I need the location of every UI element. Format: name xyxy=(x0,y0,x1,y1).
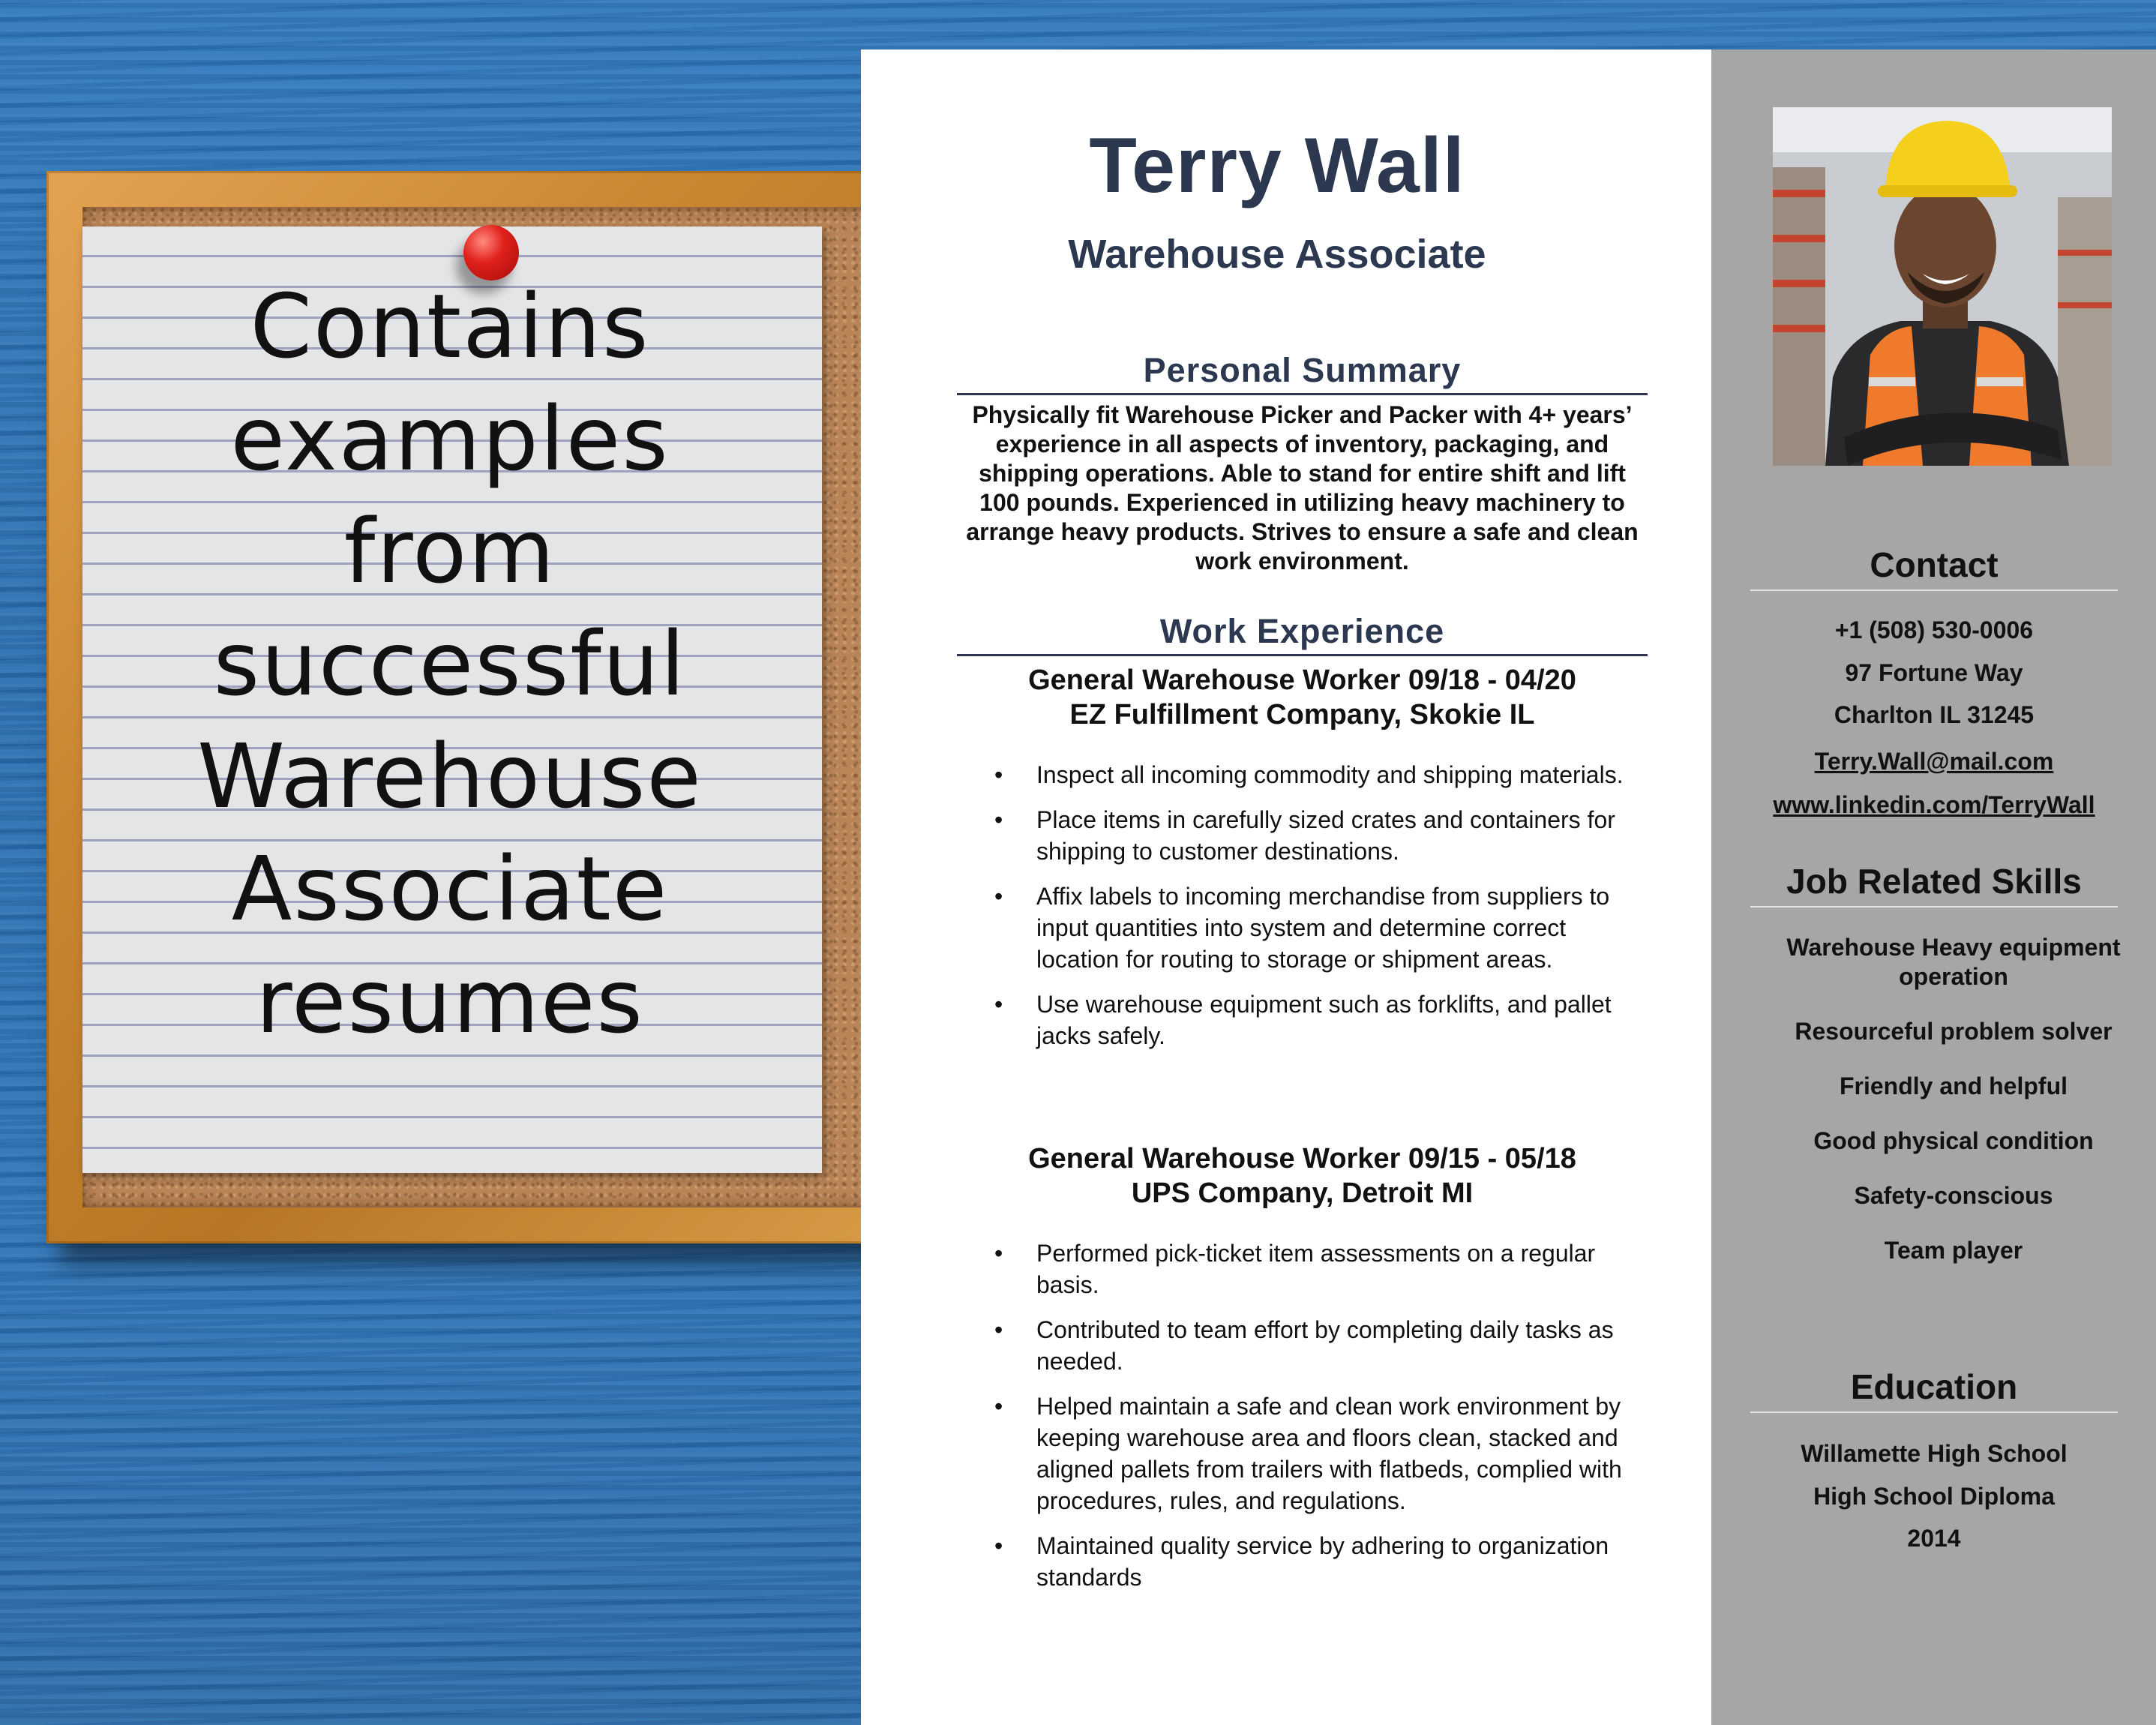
education-year: 2014 xyxy=(1907,1525,1961,1552)
note-line: Warehouse xyxy=(197,724,703,828)
list-item: • Use warehouse equipment such as forklifts, and pallet jacks safely. xyxy=(957,988,1648,1052)
job-1-company: EZ Fulfillment Company, Skokie IL xyxy=(1069,699,1535,730)
profile-photo xyxy=(1773,107,2112,466)
contact-email-link[interactable]: Terry.Wall@mail.com xyxy=(1814,748,2054,775)
skill-item: Warehouse Heavy equipment operation xyxy=(1786,934,2121,990)
skill-item: Resourceful problem solver xyxy=(1795,1018,2113,1045)
experience-heading: Work Experience xyxy=(957,612,1648,656)
contact-linkedin-link[interactable]: www.linkedin.com/TerryWall xyxy=(1773,791,2095,818)
summary-heading: Personal Summary xyxy=(957,351,1648,395)
skills-heading: Job Related Skills xyxy=(1750,861,2118,908)
skill-item: Friendly and helpful xyxy=(1839,1072,2068,1100)
education-diploma: High School Diploma xyxy=(1813,1483,2055,1510)
education-heading: Education xyxy=(1750,1366,2118,1413)
contact-phone: +1 (508) 530-0006 xyxy=(1834,616,2034,644)
note-text xyxy=(97,270,802,1053)
list-item: • Helped maintain a safe and clean work environment by keeping warehouse area and floors clean, stacked and aligned pallets from trailers with flatbeds, complied with procedures, rules, and regulations. xyxy=(957,1390,1648,1516)
note-line: successful xyxy=(213,612,687,716)
job-2-header xyxy=(957,1142,1648,1210)
job-1-bullets xyxy=(957,759,1648,1065)
contact-address-line2: Charlton IL 31245 xyxy=(1834,701,2035,728)
skill-item: Safety-conscious xyxy=(1854,1182,2053,1209)
summary-text: Physically fit Warehouse Picker and Packer with 4+ years’ experience in all aspects of inventory, packaging, and shipping operations. Able to stand for entire shift and lift 100 pounds. Experienced in utilizing heavy machinery to arrange heavy products. Strives to ensure a safe and clean work environment. xyxy=(966,401,1639,574)
skills-list xyxy=(1770,933,2137,1291)
list-item: • Place items in carefully sized crates and containers for shipping to customer destinations. xyxy=(957,804,1648,867)
list-item: • Contributed to team effort by completing daily tasks as needed. xyxy=(957,1314,1648,1377)
list-item: • Inspect all incoming commodity and shipping materials. xyxy=(957,759,1648,790)
job-1-header xyxy=(957,663,1648,732)
job-1-title: General Warehouse Worker 09/18 - 04/20 xyxy=(1028,664,1576,696)
resume-job-title: Warehouse Associate xyxy=(1068,232,1486,277)
job-2-title: General Warehouse Worker 09/15 - 05/18 xyxy=(1028,1143,1576,1174)
education-school: Willamette High School xyxy=(1801,1440,2068,1467)
job-2-company: UPS Company, Detroit MI xyxy=(1131,1178,1474,1209)
list-item: • Performed pick-ticket item assessments on a regular basis. xyxy=(957,1238,1648,1300)
job-2-bullets xyxy=(957,1238,1648,1606)
skill-item: Good physical condition xyxy=(1813,1127,2094,1154)
contact-address-line1: 97 Fortune Way xyxy=(1845,659,2023,686)
resume-name: Terry Wall xyxy=(1089,122,1465,209)
note-line: from xyxy=(343,500,556,603)
contact-heading: Contact xyxy=(1750,544,2118,591)
list-item: • Maintained quality service by adhering to organization standards xyxy=(957,1530,1648,1593)
resume-main-column xyxy=(861,50,1711,1725)
note-line: resumes xyxy=(256,950,644,1053)
note-line: Associate xyxy=(231,837,669,940)
skill-item: Team player xyxy=(1884,1237,2023,1264)
note-line: Contains xyxy=(250,274,650,378)
note-line: examples xyxy=(230,387,670,490)
list-item: • Affix labels to incoming merchandise from suppliers to input quantities into system and determine correct location for routing to storage or shipment areas. xyxy=(957,880,1648,975)
